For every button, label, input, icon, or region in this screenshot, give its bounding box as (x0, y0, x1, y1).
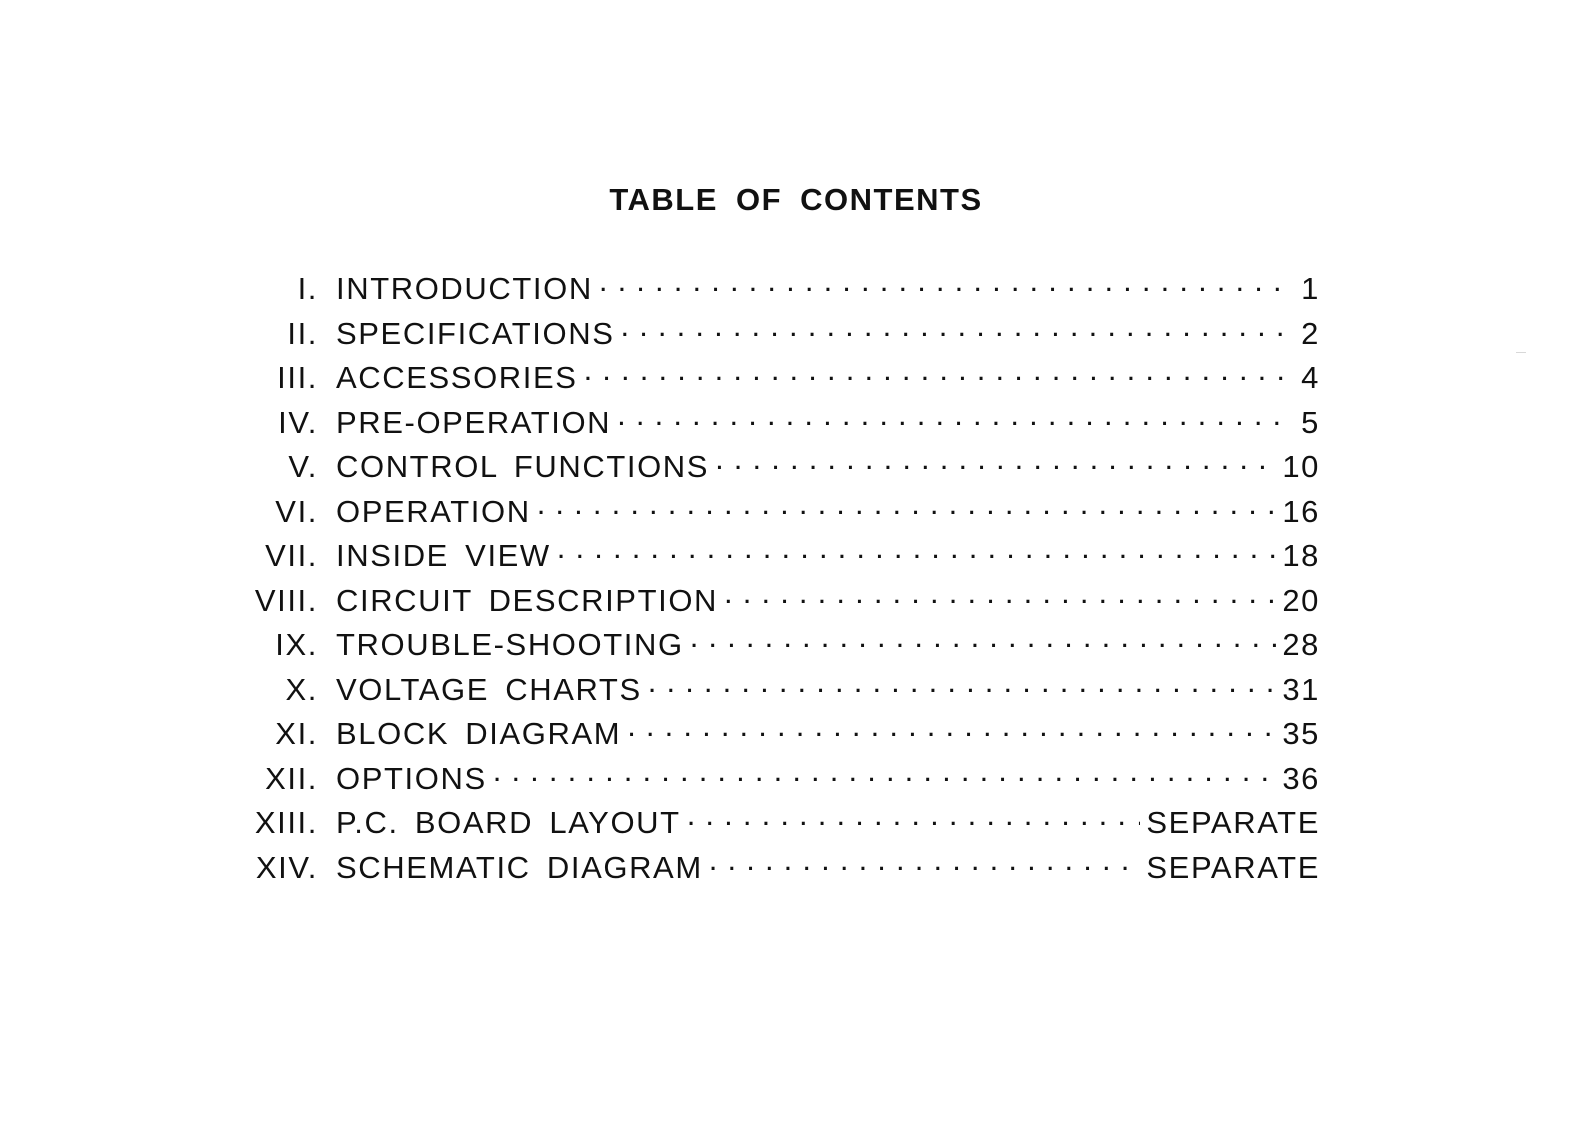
toc-entry-page: 2 (1301, 315, 1320, 351)
dot-leader (724, 580, 1276, 611)
toc-entry-title: P.C. BOARD LAYOUT (336, 805, 681, 840)
toc-entry-number: III. (277, 360, 318, 395)
toc-entry-page: 16 (1282, 493, 1320, 529)
toc-entry-number: VI. (275, 493, 318, 529)
dot-leader (599, 268, 1284, 299)
toc-entry-page: SEPARATE (1146, 849, 1320, 885)
toc-entry-circuit-description (240, 580, 1320, 625)
table-of-contents (240, 268, 1320, 891)
toc-entry-number: IX. (275, 627, 318, 662)
toc-entry-operation (240, 491, 1320, 536)
dot-leader (493, 758, 1277, 789)
toc-entry-schematic-diagram (240, 847, 1320, 892)
toc-entry-page: 31 (1282, 671, 1320, 707)
toc-entry-number: X. (285, 671, 318, 707)
toc-entry-page: 1 (1301, 271, 1320, 306)
toc-entry-number: I. (297, 271, 318, 306)
dot-leader (687, 802, 1141, 833)
toc-entry-number: VII. (265, 538, 318, 573)
toc-entry-number: IV. (278, 404, 318, 440)
toc-entry-page: 28 (1282, 627, 1320, 662)
page-title: TABLE OF CONTENTS (609, 182, 983, 217)
toc-entry-page: 10 (1282, 449, 1320, 484)
dot-leader (648, 669, 1277, 700)
dot-leader (620, 313, 1284, 344)
dot-leader (709, 847, 1141, 878)
toc-entry-number: XIV. (255, 849, 318, 885)
toc-entry-inside-view (240, 535, 1320, 580)
toc-entry-page: 35 (1282, 716, 1320, 751)
toc-entry-voltage-charts (240, 669, 1320, 714)
dot-leader (715, 446, 1276, 477)
toc-entry-page: 18 (1282, 538, 1320, 573)
toc-entry-pre-operation (240, 402, 1320, 447)
toc-entry-page: 36 (1282, 760, 1320, 796)
toc-entry-title: CONTROL FUNCTIONS (336, 449, 710, 484)
dot-leader (690, 624, 1277, 655)
toc-entry-introduction (240, 268, 1320, 313)
toc-entry-page: 4 (1301, 360, 1320, 395)
toc-entry-trouble-shooting (240, 624, 1320, 669)
toc-entry-title: CIRCUIT DESCRIPTION (336, 582, 719, 618)
dot-leader (557, 535, 1277, 566)
toc-entry-title: ACCESSORIES (336, 360, 578, 395)
toc-entry-title: OPTIONS (336, 760, 487, 796)
toc-entry-number: VIII. (254, 582, 318, 618)
toc-entry-title: SPECIFICATIONS (336, 315, 615, 351)
toc-entry-title: TROUBLE-SHOOTING (336, 627, 684, 662)
dot-leader (584, 357, 1284, 388)
toc-entry-number: XII. (265, 760, 318, 796)
dot-leader (627, 713, 1276, 744)
toc-entry-title: BLOCK DIAGRAM (336, 716, 622, 751)
toc-entry-pc-board-layout (240, 802, 1320, 847)
toc-entry-number: V. (288, 449, 318, 484)
toc-entry-specifications (240, 313, 1320, 358)
toc-entry-number: II. (287, 315, 318, 351)
toc-entry-block-diagram (240, 713, 1320, 758)
dot-leader (617, 402, 1284, 433)
toc-entry-accessories (240, 357, 1320, 402)
toc-entry-title: SCHEMATIC DIAGRAM (336, 849, 703, 885)
scan-artifact (1516, 352, 1526, 353)
toc-entry-page: 20 (1282, 582, 1320, 618)
toc-entry-number: XI. (275, 716, 318, 751)
toc-entry-page: SEPARATE (1146, 805, 1320, 840)
toc-entry-control-functions (240, 446, 1320, 491)
toc-entry-title: OPERATION (336, 493, 531, 529)
toc-entry-number: XIII. (254, 805, 318, 840)
toc-entry-title: INTRODUCTION (336, 271, 593, 306)
toc-entry-page: 5 (1301, 404, 1320, 440)
toc-entry-title: INSIDE VIEW (336, 538, 551, 573)
toc-entry-options (240, 758, 1320, 803)
toc-entry-title: PRE-OPERATION (336, 404, 612, 440)
toc-entry-title: VOLTAGE CHARTS (336, 671, 642, 707)
dot-leader (537, 491, 1277, 522)
